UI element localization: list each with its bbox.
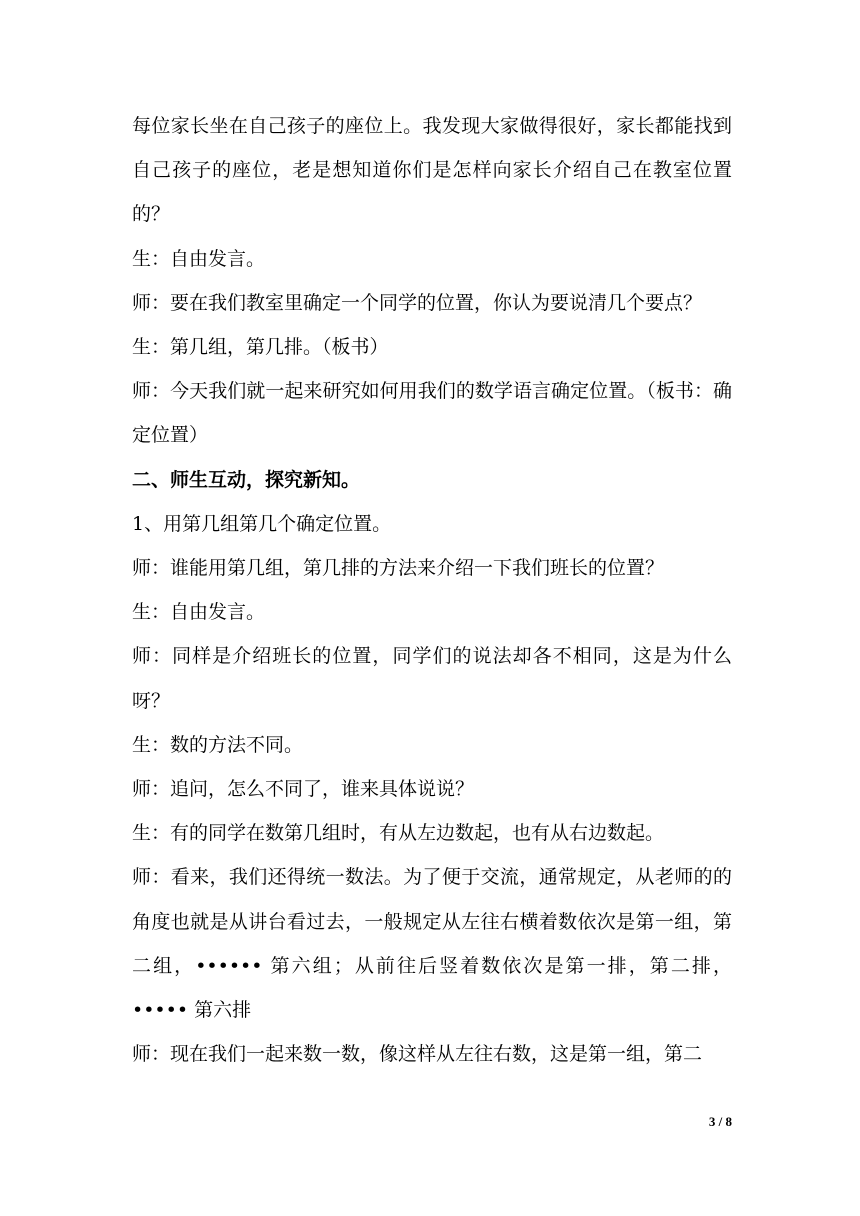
- paragraph: 生：数的方法不同。: [132, 733, 304, 756]
- paragraph: 生：自由发言。: [132, 601, 266, 624]
- paragraph: 师：同样是介绍班长的位置，同学们的说法却各不相同，这是为什么呀？: [132, 645, 732, 712]
- paragraph: 师：追问，怎么不同了，谁来具体说说？: [132, 778, 475, 801]
- paragraph: 生：有的同学在数第几组时，有从左边数起，也有从右边数起。: [132, 822, 665, 845]
- paragraph: 1、用第几组第几个确定位置。: [132, 512, 392, 535]
- paragraph: 生：自由发言。: [132, 247, 266, 270]
- paragraph: 师：现在我们一起来数一数，像这样从左往右数，这是第一组，第二: [132, 1043, 703, 1066]
- paragraph: 师：看来，我们还得统一数法。为了便于交流，通常规定，从老师的的角度也就是从讲台看过去，一般规定从左往右横着数依次是第一组，第二组，•••••• 第六组；从前往后竖着数依次是第一排，第二排，••••• 第六排: [132, 866, 732, 1022]
- paragraph: 生：第几组，第几排。（板书）: [132, 336, 389, 359]
- paragraph: 师：今天我们就一起来研究如何用我们的数学语言确定位置。（板书：确定位置）: [132, 380, 732, 447]
- paragraph: 每位家长坐在自己孩子的座位上。我发现大家做得很好，家长都能找到自己孩子的座位，老是想知道你们是怎样向家长介绍自己在教室位置的？: [132, 115, 732, 226]
- paragraph: 师：要在我们教室里确定一个同学的位置，你认为要说清几个要点？: [132, 291, 703, 314]
- document-body: [132, 104, 732, 1076]
- section-heading: 二、师生互动，探究新知。: [132, 468, 361, 491]
- page-number: 3 / 8: [708, 1114, 732, 1129]
- paragraph: 师：谁能用第几组，第几排的方法来介绍一下我们班长的位置？: [132, 557, 665, 580]
